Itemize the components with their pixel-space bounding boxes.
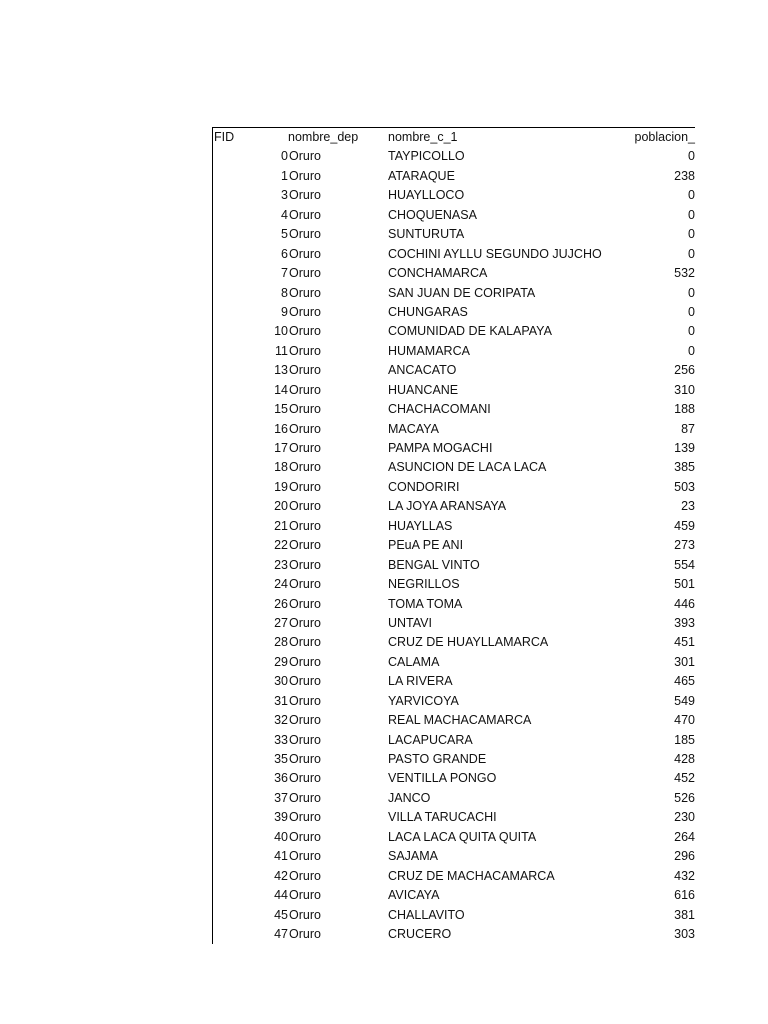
- cell-nombre-c-1: BENGAL VINTO: [388, 557, 480, 572]
- cell-nombre-dep: Oruro: [289, 557, 321, 572]
- cell-nombre-dep: Oruro: [289, 149, 321, 164]
- table-row: [213, 828, 695, 847]
- cell-nombre-c-1: JANCO: [388, 790, 431, 805]
- cell-nombre-dep: Oruro: [289, 732, 321, 747]
- cell-nombre-dep: Oruro: [289, 343, 321, 358]
- cell-poblacion: 0: [688, 304, 695, 319]
- cell-fid: 11: [275, 343, 288, 358]
- cell-poblacion: 465: [674, 674, 695, 689]
- cell-fid: 23: [274, 557, 288, 572]
- table-row: [213, 400, 695, 419]
- cell-nombre-dep: Oruro: [289, 596, 321, 611]
- table-row: [213, 536, 695, 555]
- table-row: [213, 595, 695, 614]
- cell-fid: 7: [281, 266, 288, 281]
- cell-nombre-dep: Oruro: [289, 227, 321, 242]
- cell-nombre-dep: Oruro: [289, 868, 321, 883]
- table-row: [213, 284, 695, 303]
- cell-poblacion: 301: [674, 654, 695, 669]
- cell-nombre-dep: Oruro: [289, 693, 321, 708]
- table-header-row: [213, 128, 695, 147]
- header-poblacion: poblacion_: [634, 130, 695, 144]
- cell-fid: 14: [274, 382, 288, 397]
- cell-fid: 41: [274, 849, 288, 864]
- cell-poblacion: 230: [674, 810, 695, 825]
- cell-nombre-dep: Oruro: [289, 849, 321, 864]
- cell-nombre-c-1: CHUNGARAS: [388, 304, 468, 319]
- cell-poblacion: 446: [674, 596, 695, 611]
- table-row: [213, 264, 695, 283]
- cell-fid: 21: [274, 518, 288, 533]
- cell-fid: 4: [281, 207, 288, 222]
- cell-nombre-dep: Oruro: [289, 207, 321, 222]
- table-row: [213, 711, 695, 730]
- table-row: [213, 614, 695, 633]
- cell-nombre-c-1: PEuA PE ANI: [388, 538, 464, 553]
- cell-nombre-c-1: UNTAVI: [388, 615, 432, 630]
- cell-poblacion: 23: [681, 499, 695, 514]
- cell-fid: 18: [274, 460, 288, 475]
- cell-poblacion: 501: [674, 577, 695, 592]
- cell-poblacion: 0: [688, 343, 695, 358]
- cell-fid: 39: [274, 810, 288, 825]
- cell-nombre-c-1: PAMPA MOGACHI: [388, 441, 493, 455]
- cell-nombre-c-1: SUNTURUTA: [388, 227, 465, 242]
- cell-nombre-c-1: HUMAMARCA: [388, 343, 470, 358]
- cell-fid: 27: [274, 615, 288, 630]
- cell-poblacion: 87: [681, 421, 695, 436]
- cell-nombre-c-1: ANCACATO: [388, 363, 457, 378]
- cell-fid: 24: [274, 577, 288, 592]
- cell-nombre-dep: Oruro: [289, 907, 321, 922]
- cell-fid: 30: [274, 674, 288, 689]
- cell-fid: 9: [281, 304, 288, 319]
- cell-nombre-c-1: TOMA TOMA: [388, 596, 463, 611]
- cell-poblacion: 310: [674, 382, 695, 397]
- cell-nombre-c-1: YARVICOYA: [388, 693, 459, 708]
- cell-nombre-dep: Oruro: [289, 402, 321, 417]
- cell-fid: 13: [274, 363, 288, 378]
- cell-nombre-c-1: HUANCANE: [388, 382, 459, 397]
- cell-nombre-dep: Oruro: [289, 713, 321, 728]
- cell-nombre-dep: Oruro: [289, 674, 321, 689]
- cell-nombre-dep: Oruro: [289, 285, 321, 300]
- cell-nombre-dep: Oruro: [289, 304, 321, 319]
- cell-poblacion: 526: [674, 790, 695, 805]
- table-row: [213, 575, 695, 594]
- cell-fid: 35: [274, 752, 288, 766]
- cell-nombre-dep: Oruro: [289, 518, 321, 533]
- header-fid: FID: [214, 130, 235, 144]
- cell-nombre-dep: Oruro: [289, 810, 321, 825]
- cell-fid: 33: [274, 732, 288, 747]
- cell-fid: 16: [274, 421, 288, 436]
- table-row: [213, 633, 695, 652]
- cell-fid: 0: [281, 149, 288, 164]
- table-row: [213, 925, 695, 944]
- cell-poblacion: 303: [674, 926, 695, 941]
- cell-poblacion: 188: [674, 402, 695, 417]
- cell-poblacion: 238: [674, 168, 695, 183]
- cell-nombre-c-1: HUAYLLAS: [388, 518, 453, 533]
- cell-fid: 31: [274, 693, 288, 708]
- table-row: [213, 245, 695, 264]
- cell-fid: 20: [274, 499, 288, 514]
- table-row: [213, 342, 695, 361]
- cell-nombre-dep: Oruro: [289, 538, 321, 553]
- cell-fid: 47: [274, 926, 288, 941]
- cell-poblacion: 0: [688, 324, 695, 339]
- cell-fid: 40: [274, 829, 288, 844]
- cell-nombre-c-1: AVICAYA: [388, 888, 440, 903]
- cell-fid: 36: [274, 771, 288, 786]
- cell-nombre-c-1: LA RIVERA: [388, 674, 453, 689]
- cell-nombre-dep: Oruro: [289, 829, 321, 844]
- cell-nombre-dep: Oruro: [289, 615, 321, 630]
- table-row: [213, 167, 695, 186]
- cell-nombre-dep: Oruro: [289, 771, 321, 786]
- table-row: [213, 322, 695, 341]
- table-row: [213, 692, 695, 711]
- cell-nombre-c-1: LACA LACA QUITA QUITA: [388, 829, 537, 844]
- header-nombre-dep: nombre_dep: [288, 130, 359, 144]
- cell-nombre-dep: Oruro: [289, 382, 321, 397]
- cell-nombre-c-1: CHOQUENASA: [388, 207, 477, 222]
- cell-nombre-c-1: CHALLAVITO: [388, 907, 465, 922]
- cell-fid: 26: [274, 596, 288, 611]
- cell-fid: 44: [274, 888, 288, 903]
- cell-nombre-dep: Oruro: [289, 577, 321, 592]
- cell-nombre-c-1: CHACHACOMANI: [388, 402, 491, 417]
- cell-nombre-c-1: ASUNCION DE LACA LACA: [388, 460, 547, 475]
- cell-poblacion: 554: [674, 557, 695, 572]
- cell-nombre-c-1: NEGRILLOS: [388, 577, 460, 592]
- table-row: [213, 847, 695, 866]
- cell-poblacion: 0: [688, 285, 695, 300]
- header-nombre-c-1: nombre_c_1: [388, 130, 458, 144]
- table-row: [213, 750, 695, 769]
- table-row: [213, 672, 695, 691]
- cell-nombre-dep: Oruro: [289, 926, 321, 941]
- table-row: [213, 497, 695, 516]
- table-row: [213, 769, 695, 788]
- cell-nombre-dep: Oruro: [289, 499, 321, 514]
- cell-nombre-c-1: COMUNIDAD DE KALAPAYA: [388, 324, 552, 339]
- cell-nombre-c-1: MACAYA: [388, 421, 439, 436]
- cell-poblacion: 428: [674, 752, 695, 766]
- cell-nombre-c-1: SAN JUAN DE CORIPATA: [388, 285, 536, 300]
- cell-nombre-dep: Oruro: [289, 168, 321, 183]
- cell-poblacion: 393: [674, 615, 695, 630]
- cell-poblacion: 0: [688, 149, 695, 164]
- cell-fid: 29: [274, 654, 288, 669]
- cell-nombre-c-1: CONCHAMARCA: [388, 266, 488, 281]
- cell-poblacion: 296: [674, 849, 695, 864]
- table-row: [213, 439, 695, 458]
- cell-nombre-c-1: VENTILLA PONGO: [388, 771, 497, 786]
- cell-fid: 17: [274, 441, 288, 455]
- table-row: [213, 147, 695, 166]
- cell-poblacion: 273: [674, 538, 695, 553]
- cell-nombre-c-1: LACAPUCARA: [388, 732, 473, 747]
- cell-fid: 37: [274, 790, 288, 805]
- table-row: [213, 517, 695, 536]
- table-row: [213, 458, 695, 477]
- cell-nombre-dep: Oruro: [289, 888, 321, 903]
- cell-nombre-c-1: HUAYLLOCO: [388, 188, 465, 203]
- cell-poblacion: 139: [674, 441, 695, 455]
- cell-nombre-c-1: VILLA TARUCACHI: [388, 810, 497, 825]
- cell-nombre-dep: Oruro: [289, 752, 321, 766]
- cell-fid: 15: [274, 402, 288, 417]
- cell-poblacion: 0: [688, 188, 695, 203]
- cell-poblacion: 185: [674, 732, 695, 747]
- cell-poblacion: 452: [674, 771, 695, 786]
- cell-nombre-c-1: CALAMA: [388, 654, 440, 669]
- cell-poblacion: 532: [674, 266, 695, 281]
- cell-nombre-c-1: SAJAMA: [388, 849, 439, 864]
- cell-fid: 6: [281, 246, 288, 261]
- cell-nombre-dep: Oruro: [289, 790, 321, 805]
- cell-poblacion: 470: [674, 713, 695, 728]
- cell-poblacion: 459: [674, 518, 695, 533]
- cell-nombre-c-1: CRUZ DE MACHACAMARCA: [388, 868, 555, 883]
- cell-poblacion: 256: [674, 363, 695, 378]
- cell-nombre-dep: Oruro: [289, 188, 321, 203]
- table-row: [213, 303, 695, 322]
- cell-fid: 45: [274, 907, 288, 922]
- cell-nombre-c-1: CONDORIRI: [388, 479, 460, 494]
- cell-nombre-dep: Oruro: [289, 460, 321, 475]
- cell-poblacion: 381: [674, 907, 695, 922]
- cell-nombre-dep: Oruro: [289, 363, 321, 378]
- cell-nombre-dep: Oruro: [289, 246, 321, 261]
- table-row: [213, 653, 695, 672]
- table-row: [213, 731, 695, 750]
- table-row: [213, 808, 695, 827]
- cell-fid: 19: [274, 479, 288, 494]
- cell-fid: 28: [274, 635, 288, 650]
- table-row: [213, 867, 695, 886]
- cell-nombre-c-1: CRUZ DE HUAYLLAMARCA: [388, 635, 549, 650]
- cell-fid: 42: [274, 868, 288, 883]
- table-row: [213, 186, 695, 205]
- cell-nombre-dep: Oruro: [289, 635, 321, 650]
- cell-nombre-c-1: PASTO GRANDE: [388, 752, 487, 766]
- cell-poblacion: 616: [674, 888, 695, 903]
- table-row: [213, 478, 695, 497]
- cell-nombre-dep: Oruro: [289, 324, 321, 339]
- cell-poblacion: 0: [688, 246, 695, 261]
- cell-poblacion: 432: [674, 868, 695, 883]
- cell-poblacion: 503: [674, 479, 695, 494]
- table-row: [213, 206, 695, 225]
- table-row: [213, 225, 695, 244]
- cell-nombre-c-1: REAL MACHACAMARCA: [388, 713, 532, 728]
- table-body: [213, 147, 695, 944]
- cell-nombre-dep: Oruro: [289, 441, 321, 455]
- cell-nombre-c-1: COCHINI AYLLU SEGUNDO JUJCHO: [388, 246, 602, 261]
- cell-nombre-c-1: ATARAQUE: [388, 168, 455, 183]
- cell-nombre-c-1: LA JOYA ARANSAYA: [388, 499, 507, 514]
- cell-poblacion: 549: [674, 693, 695, 708]
- cell-poblacion: 0: [688, 207, 695, 222]
- table-row: [213, 420, 695, 439]
- cell-fid: 10: [274, 324, 288, 339]
- cell-fid: 3: [281, 188, 288, 203]
- cell-poblacion: 0: [688, 227, 695, 242]
- table-row: [213, 556, 695, 575]
- table-row: [213, 886, 695, 905]
- table-row: [213, 789, 695, 808]
- cell-fid: 1: [281, 168, 288, 183]
- table-row: [213, 381, 695, 400]
- cell-fid: 8: [281, 285, 288, 300]
- cell-fid: 22: [274, 538, 288, 553]
- table-row: [213, 361, 695, 380]
- data-table: [212, 127, 695, 944]
- cell-fid: 5: [281, 227, 288, 242]
- cell-nombre-c-1: CRUCERO: [388, 926, 452, 941]
- cell-nombre-dep: Oruro: [289, 479, 321, 494]
- cell-poblacion: 385: [674, 460, 695, 475]
- table-row: [213, 906, 695, 925]
- cell-nombre-dep: Oruro: [289, 654, 321, 669]
- cell-nombre-dep: Oruro: [289, 421, 321, 436]
- cell-fid: 32: [274, 713, 288, 728]
- cell-poblacion: 451: [674, 635, 695, 650]
- cell-nombre-dep: Oruro: [289, 266, 321, 281]
- cell-nombre-c-1: TAYPICOLLO: [388, 149, 465, 164]
- cell-poblacion: 264: [674, 829, 695, 844]
